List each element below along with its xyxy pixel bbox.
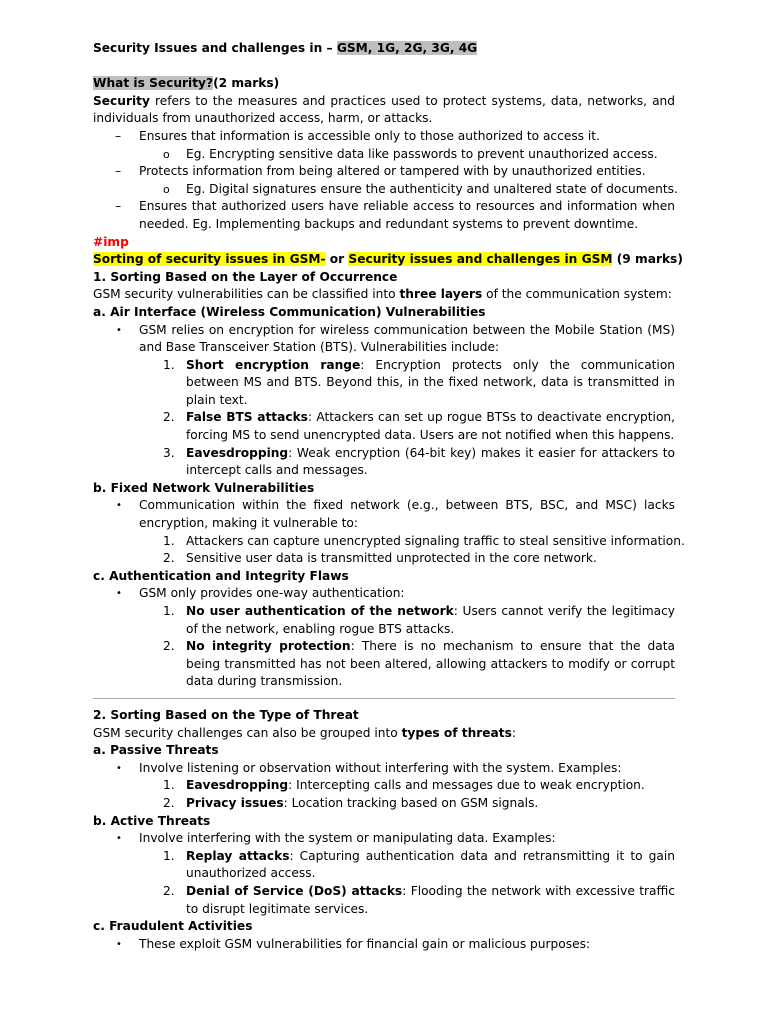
numbered-item: 1. Replay attacks: Capturing authentication data and retransmitting it to gain unauthorized access. — [163, 848, 675, 881]
numbered-item: 1. Attackers can capture unencrypted signaling traffic to steal sensitive information. — [163, 533, 685, 548]
section-1-heading: 1. Sorting Based on the Layer of Occurrence — [93, 269, 398, 284]
fixed-network-heading: b. Fixed Network Vulnerabilities — [93, 480, 315, 495]
passive-threats-heading: a. Passive Threats — [93, 743, 219, 758]
security-example: o Eg. Encrypting sensitive data like passwords to prevent unauthorized access. — [93, 146, 675, 164]
bullet-item: • Communication within the fixed network (e.g., between BTS, BSC, and MSC) lacks encryption, making it vulnerable to: — [116, 498, 675, 531]
bullet-item: • Involve interfering with the system or manipulating data. Examples: — [93, 830, 675, 848]
bullet-icon: • — [116, 588, 122, 600]
bullet-icon: • — [116, 762, 122, 774]
bullet-item: • These exploit GSM vulnerabilities for financial gain or malicious purposes: — [93, 936, 675, 954]
active-threats-heading: b. Active Threats — [93, 813, 211, 828]
page-title: Security Issues and challenges in – GSM, 1G, 2G, 3G, 4G — [93, 41, 478, 55]
security-point: – Protects information from being altered or tampered with by unauthorized entities. — [93, 163, 675, 181]
circle-bullet-icon: o — [163, 147, 170, 161]
numbered-item: 2. Sensitive user data is transmitted unprotected in the core network. — [163, 551, 597, 566]
numbered-item: 2. False BTS attacks: Attackers can set up rogue BTSs to deactivate encryption, forcing MS to send unencrypted data. Users are not notified when this happens. — [163, 410, 675, 443]
security-point: – Ensures that information is accessible only to those authorized to access it. — [93, 128, 675, 146]
dash-marker: – — [115, 164, 122, 179]
security-definition: Security refers to the measures and practices used to protect systems, data, networks, and individuals from unauthorized access, harm, or attacks. — [93, 93, 675, 126]
title-highlight: GSM, 1G, 2G, 3G, 4G — [336, 41, 478, 55]
numbered-item: 2. Privacy issues: Location tracking based on GSM signals. — [163, 795, 539, 810]
security-point: – Ensures that authorized users have reliable access to resources and information when needed. Eg. Implementing backups and redundant systems to prevent downtime. — [115, 199, 675, 231]
numbered-item: 3. Eavesdropping: Weak encryption (64-bit key) makes it easier for attackers to intercept calls and messages. — [163, 445, 675, 478]
dash-marker: – — [115, 128, 122, 143]
bullet-icon: • — [116, 500, 122, 512]
sorting-heading: Sorting of security issues in GSM- or Security issues and challenges in GSM (9 marks) — [93, 252, 683, 267]
fraudulent-activities-heading: c. Fraudulent Activities — [93, 919, 253, 934]
imp-tag: #imp — [93, 234, 129, 249]
air-interface-heading: a. Air Interface (Wireless Communication) Vulnerabilities — [93, 304, 486, 319]
bullet-icon: • — [116, 833, 122, 845]
bullet-item: • GSM only provides one-way authentication: — [93, 585, 675, 603]
numbered-item: 1. Short encryption range: Encryption protects only the communication between MS and BTS. Beyond this, in the fixed network, data is transmitted in plain text. — [163, 357, 676, 407]
numbered-item: 1. Eavesdropping: Intercepting calls and messages due to weak encryption. — [163, 778, 645, 793]
security-example: o Eg. Digital signatures ensure the authenticity and unaltered state of documents. — [93, 181, 675, 199]
numbered-item: 2. Denial of Service (DoS) attacks: Flooding the network with excessive traffic to disrupt legitimate services. — [163, 883, 675, 916]
dash-marker: – — [115, 199, 122, 214]
section-2-heading: 2. Sorting Based on the Type of Threat — [93, 707, 359, 722]
circle-bullet-icon: o — [163, 182, 170, 196]
what-is-security-heading: What is Security?(2 marks) — [93, 76, 280, 91]
document-page — [93, 40, 685, 953]
numbered-item: 1. No user authentication of the network: Users cannot verify the legitimacy of the network, enabling rogue BTS attacks. — [163, 604, 675, 636]
authentication-heading: c. Authentication and Integrity Flaws — [93, 568, 349, 583]
bullet-icon: • — [116, 938, 122, 950]
section-1-intro: GSM security vulnerabilities can be classified into three layers of the communication system: — [93, 287, 672, 302]
horizontal-divider — [93, 698, 675, 699]
numbered-item: 2. No integrity protection: There is no mechanism to ensure that the data being transmitted has not been altered, allowing attackers to modify or corrupt data during transmission. — [163, 639, 675, 689]
spacer — [93, 58, 675, 76]
bullet-item: • GSM relies on encryption for wireless communication between the Mobile Station (MS) and Base Transceiver Station (BTS). Vulnerabilities include: — [116, 322, 675, 355]
bullet-icon: • — [116, 324, 122, 336]
section-2-intro: GSM security challenges can also be grouped into types of threats: — [93, 725, 516, 740]
bullet-item: • Involve listening or observation without interfering with the system. Examples: — [93, 760, 675, 778]
